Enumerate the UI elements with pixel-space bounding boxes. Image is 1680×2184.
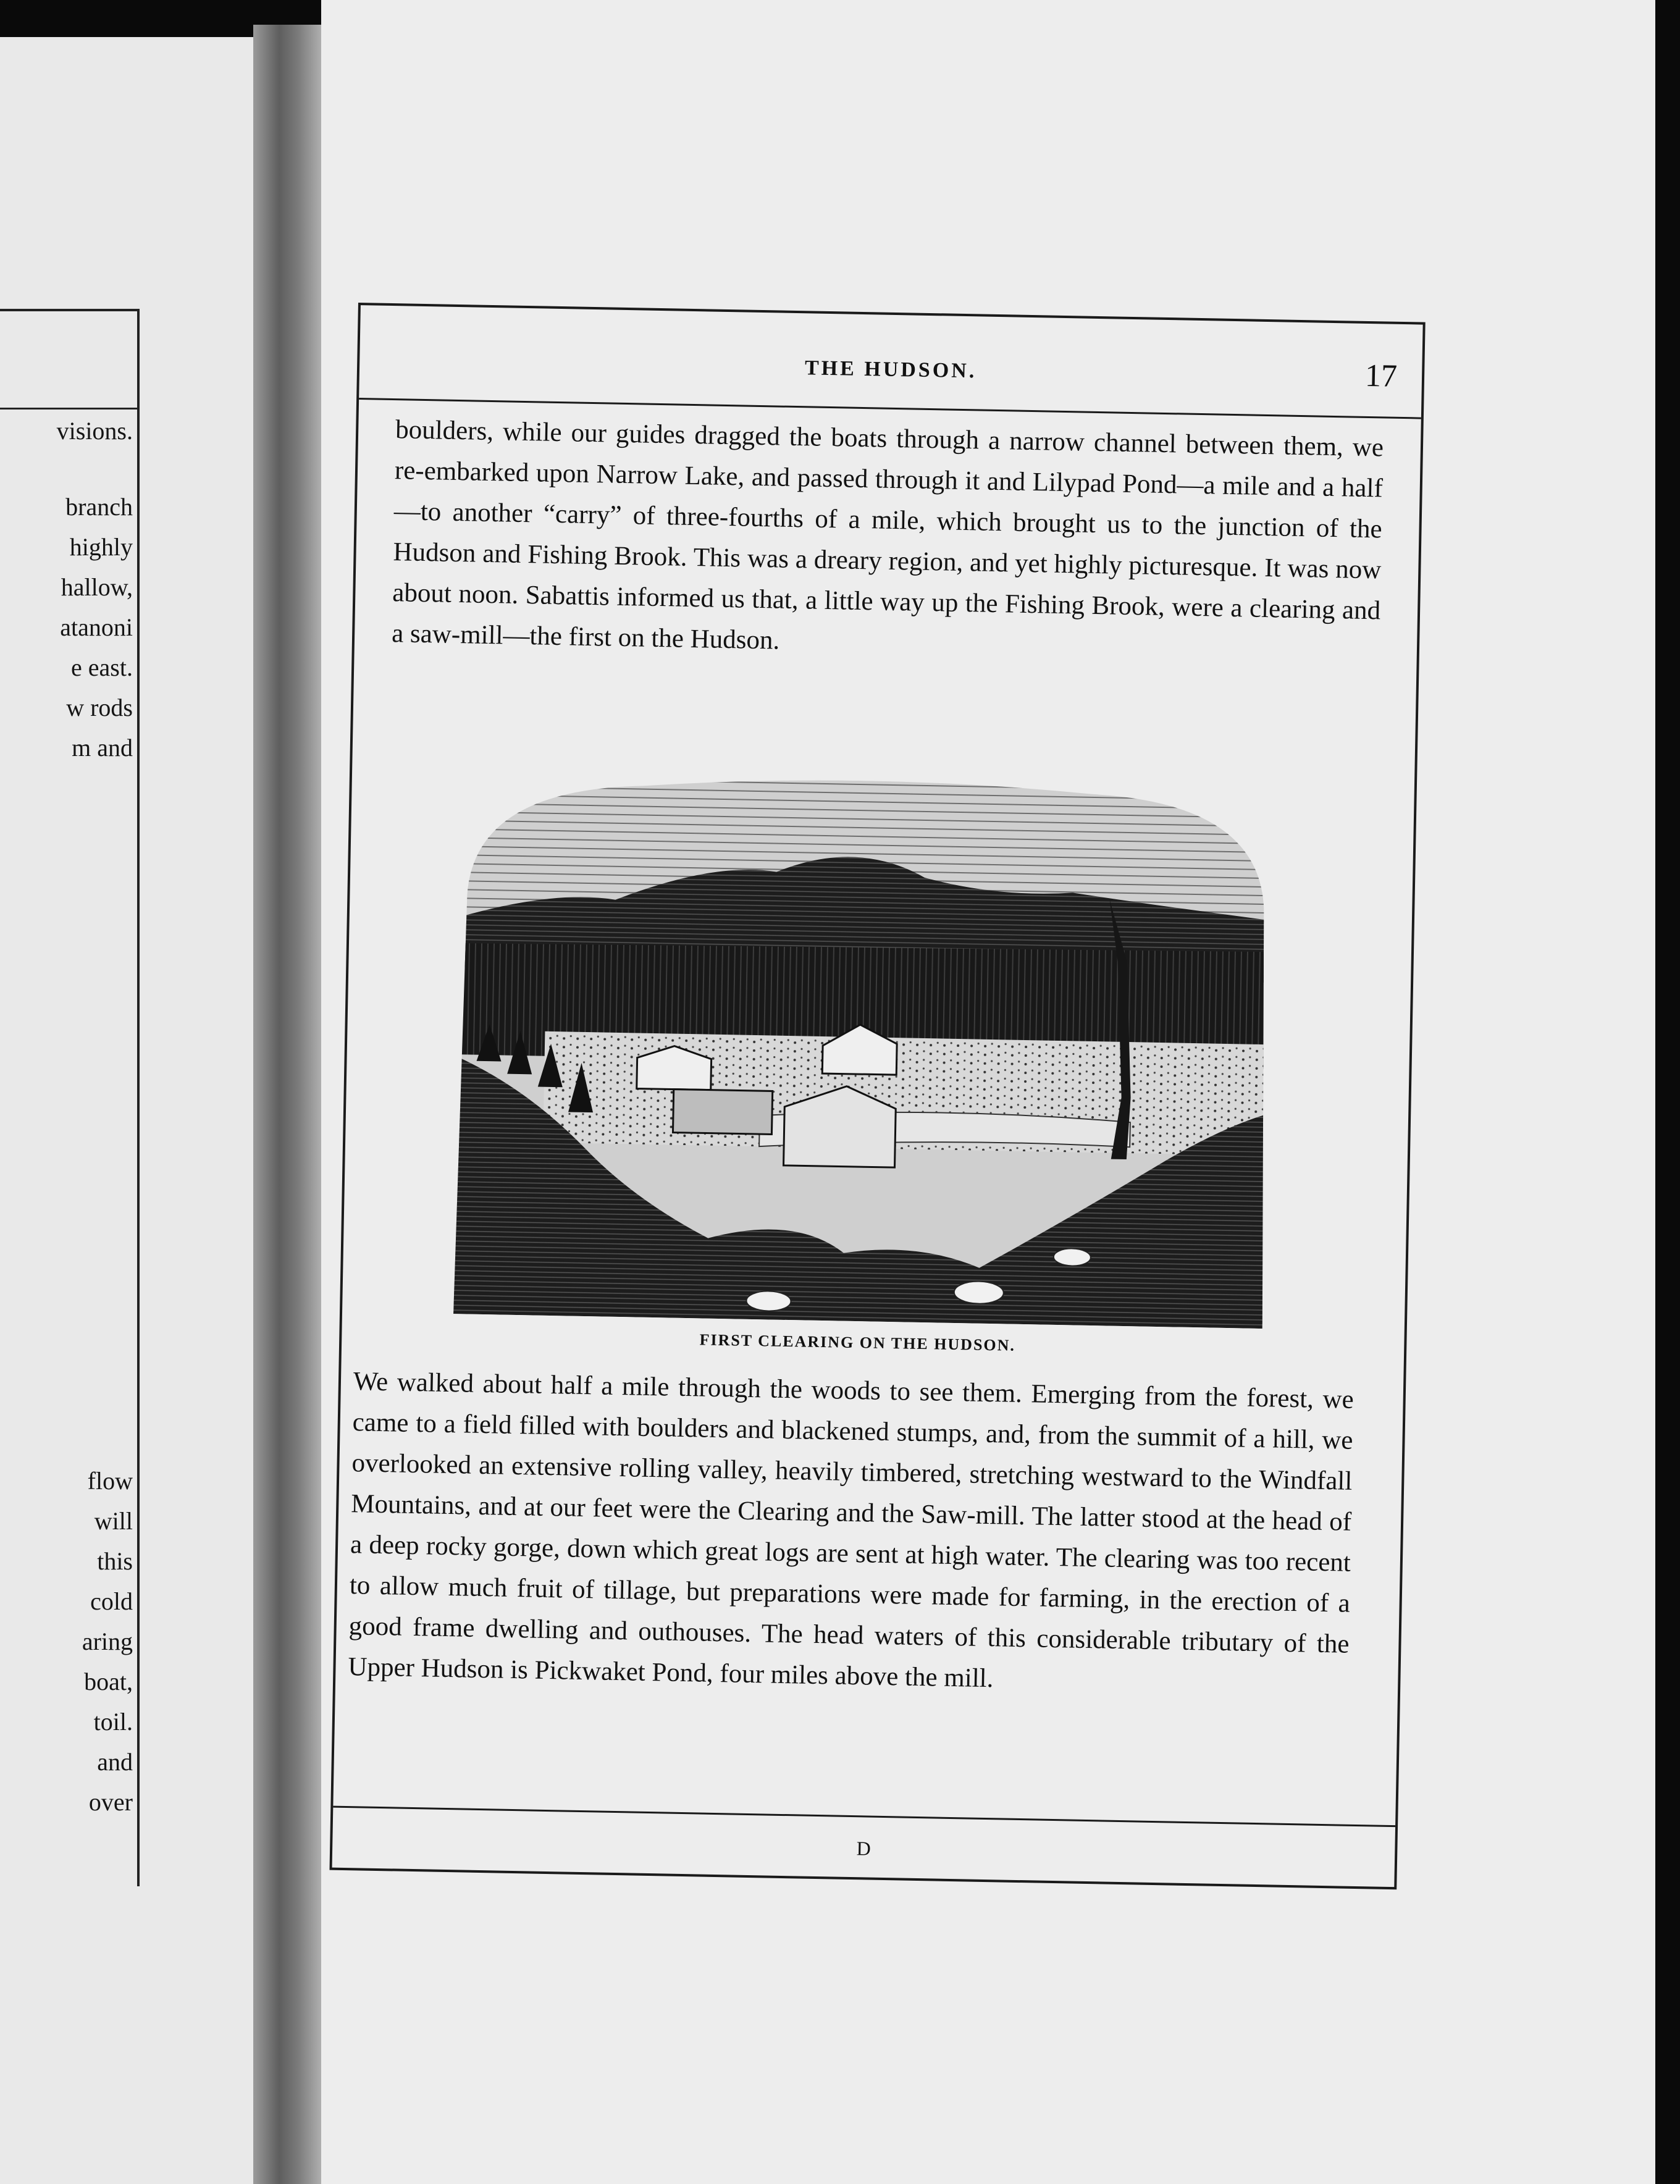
left-line-fragment: will [94, 1507, 133, 1535]
scan-right-border [1655, 0, 1680, 2184]
left-line-fragment: m and [72, 734, 133, 762]
left-line-fragment: aring [82, 1628, 133, 1655]
signature-mark: D [856, 1837, 872, 1860]
left-line-fragment: over [88, 1788, 133, 1816]
left-line-fragment: highly [69, 533, 133, 561]
left-line-fragment: cold [90, 1587, 133, 1615]
bottom-rule [333, 1806, 1395, 1828]
book-gutter [253, 25, 327, 2184]
running-title: THE HUDSON. [804, 356, 977, 383]
left-page-header-rule [0, 408, 137, 410]
left-line-fragment: hallow, [61, 573, 133, 601]
left-line-fragment: flow [87, 1467, 133, 1495]
engraving-illustration [447, 764, 1279, 1335]
page-frame [329, 303, 1425, 1889]
left-line-fragment: boat, [84, 1668, 133, 1695]
left-line-fragment: toil. [93, 1708, 133, 1736]
running-head [359, 305, 1423, 419]
figure-caption: FIRST CLEARING ON THE HUDSON. [699, 1330, 1016, 1354]
left-line-fragment: branch [65, 493, 133, 521]
paragraph-2: We walked about half a mile through the woods to see them. Emerging from the forest, we came to a field filled with boulders and blackened stumps, and, from the summit of a hill, we overlooked an extensive rolling valley, heavily timbered, stretching westward to the Windfall Mountains, and at our feet were the Clearing and the Saw-mill. The latter stood at the head of a deep rocky gorge, down which great logs are sent at high water. The clearing was too recent to allow much fruit of tillage, but preparations were made for farming, in the erection of a good frame dwelling and outhouses. The head waters of this considerable tributary of the Upper Hudson is Pickwaket Pond, four miles above the mill. [348, 1367, 1354, 1694]
left-page [0, 37, 259, 2184]
left-line-fragment: this [97, 1547, 133, 1575]
left-line-fragment: and [97, 1748, 133, 1776]
left-line-fragment: visions. [56, 417, 133, 445]
page-number: 17 [1364, 358, 1398, 394]
left-line-fragment: e east. [71, 653, 133, 681]
left-line-fragment: w rods [66, 694, 133, 721]
paragraph-1: boulders, while our guides dragged the boats through a narrow channel between them, we re-embarked upon Narrow Lake, and passed through it and Lilypad Pond—a mile and a half—to another “carry” of three-fourths of a mile, which brought us to the junction of the Hudson and Fishing Brook. This was a dreary region, and yet highly picturesque. It was now about noon. Sabattis informed us that, a little way up the Fishing Brook, were a clearing and a saw-mill—the first on the Hudson. [391, 415, 1384, 655]
engraving-figure [446, 764, 1279, 1384]
left-line-fragment: atanoni [60, 613, 133, 641]
